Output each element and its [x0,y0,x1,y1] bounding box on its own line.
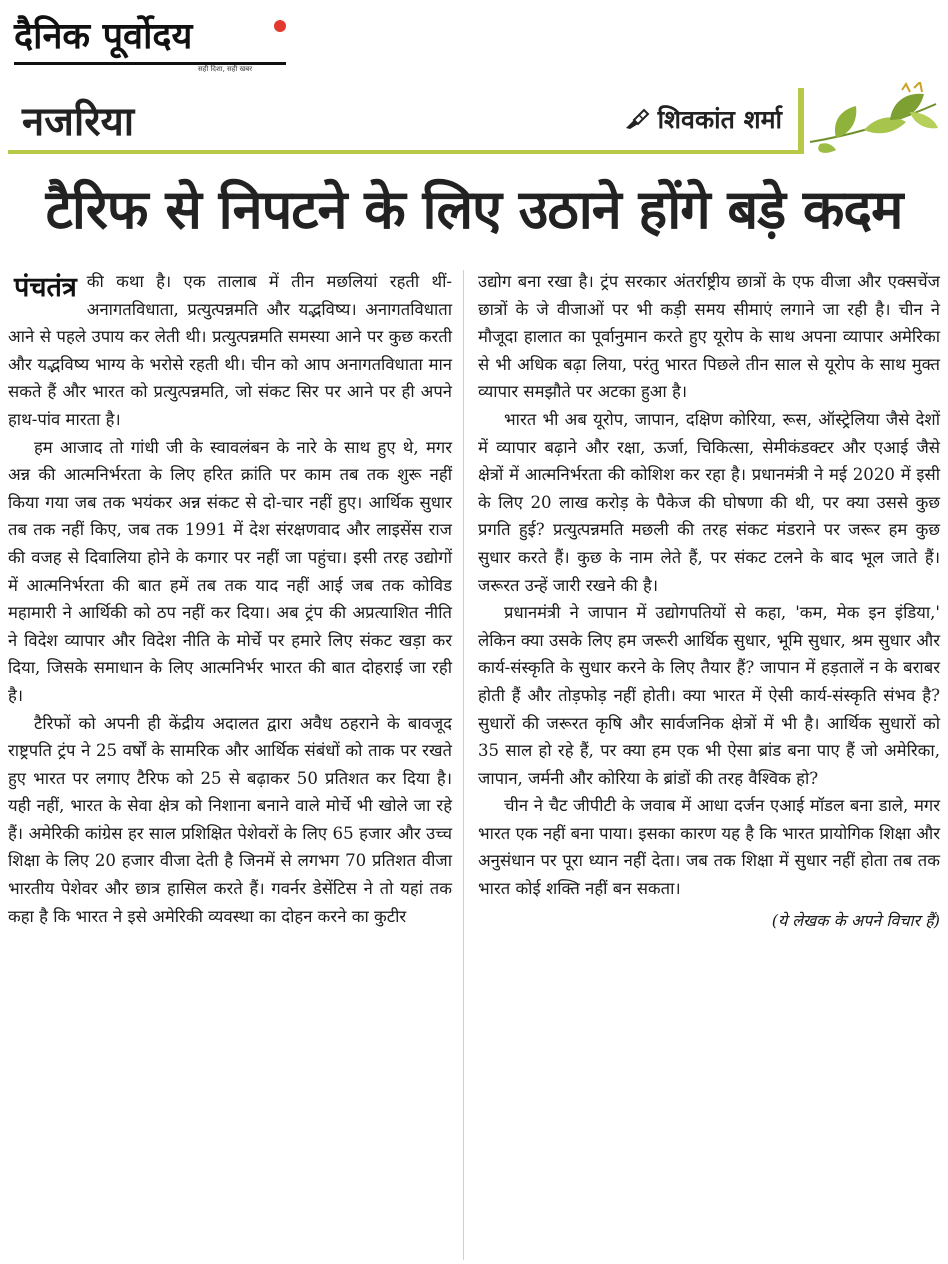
leaf-decoration-icon [806,82,942,158]
article-column-left [8,268,452,930]
paragraph: हम आजाद तो गांधी जी के स्वावलंबन के नारे के साथ हुए थे, मगर अन्न की आत्मनिर्भरता के लिए हरित क्रांति पर काम तब तक शुरू नहीं किया गया जब तक भयंकर अन्न संकट से दो-चार नहीं हुए। आर्थिक सुधार तब तक नहीं किए, जब तक 1991 में देश संरक्षणवाद और लाइसेंस राज की वजह से दिवालिया होने के कगार पर नहीं जा पहुंचा। इसी तरह उद्योगों में आत्मनिर्भरता की बात हमें तब तक याद नहीं आई जब तक कोविड महामारी ने आर्थिकी को ठप नहीं कर दिया। अब ट्रंप की अप्रत्याशित नीति ने विदेश व्यापार और विदेश नीति के मोर्चे पर हमारे लिए संकट खड़ा कर दिया, जिसके समाधान के लिए आत्मनिर्भर भारत की बात दोहराई जा रही है। [8,437,452,705]
paragraph: टैरिफों को अपनी ही केंद्रीय अदालत द्वारा अवैध ठहराने के बावजूद राष्ट्रपति ट्रंप ने 25 वर्षों के सामरिक और आर्थिक संबंधों को ताक पर रखते हुए भारत पर लगाए टैरिफ को 25 से बढ़ाकर 50 प्रतिशत कर दिया है। यही नहीं, भारत के सेवा क्षेत्र को निशाना बनाने वाले मोर्चे भी खोले जा रहे हैं। अमेरिकी कांग्रेस हर साल प्रशिक्षित पेशेवरों के लिए 65 हजार और उच्च शिक्षा के लिए 20 हजार वीजा देती है जिनमें से लगभग 70 प्रतिशत वीजा भारतीय पेशेवर और छात्र हासिल करते हैं। गवर्नर डेसेंटिस ने तो यहां तक कहा है कि भारत ने इसे अमेरिकी व्यवस्था का दोहन करने का कुटीर [8,713,452,926]
paragraph-text: की कथा है। एक तालाब में तीन मछलियां रहती थीं-अनागतविधाता, प्रत्युत्पन्नमति और यद्भविष्य। अनागतविधाता आने से पहले उपाय कर लेती थी। प्रत्युत्पन्नमति समस्या आने पर कुछ करती और यद्भविष्य भाग्य के भरोसे रहती थी। चीन को आप अनागतविधाता मान सकते हैं और भारत को प्रत्युत्पन्नमति, जो संकट सिर पर आने पर ही अपने हाथ-पांव मारता है। [8,272,452,429]
byline [624,102,782,136]
brand-dot-icon [274,20,286,32]
section-divider [798,88,804,154]
tagline: सही दिशा, सही खबर [198,65,253,73]
author-name: शिवकांत शर्मा [657,105,782,134]
headline: टैरिफ से निपटने के लिए उठाने होंगे बड़े कदम [45,178,903,241]
column-separator [463,270,464,1260]
paragraph [8,268,452,434]
paragraph: भारत भी अब यूरोप, जापान, दक्षिण कोरिया, रूस, ऑस्ट्रेलिया जैसे देशों में व्यापार बढ़ाने और रक्षा, ऊर्जा, चिकित्सा, सेमीकंडक्टर और एआई जैसे क्षेत्रों में आत्मनिर्भरता की कोशिश कर रहा है। प्रधानमंत्री ने मई 2020 में इसी के लिए 20 लाख करोड़ के पैकेज की घोषणा की थी, पर क्या उससे कुछ प्रगति हुई? प्रत्युत्पन्नमति मछली की तरह संकट मंडराने पर जरूर हम कुछ सुधार करते हैं। कुछ के नाम लेते हैं, पर संकट टलने के बाद भूल जाते हैं। जरूरत उन्हें जारी रखने की है। [478,409,940,595]
paragraph: प्रधानमंत्री ने जापान में उद्योगपतियों से कहा, 'कम, मेक इन इंडिया,' लेकिन क्या उसके लिए हम जरूरी आर्थिक सुधार, भूमि सुधार, श्रम सुधार और कार्य-संस्कृति के सुधार करने के लिए तैयार हैं? जापान में हड़तालें न के बराबर होती हैं और तोड़फोड़ नहीं होती। क्या भारत में ऐसी कार्य-संस्कृति संभव है? सुधारों की जरूरत कृषि और सार्वजनिक क्षेत्रों में भी है। आर्थिक सुधारों को 35 साल हो रहे हैं, पर क्या हम एक भी ऐसा ब्रांड बना पाए हैं जो अमेरिका, जापान, जर्मनी और कोरिया के ब्रांडों की तरह वैश्विक हो? [478,603,940,788]
section-bar [8,88,798,154]
dropcap-word: पंचतंत्र [14,272,77,303]
article-column-right [478,268,940,934]
author-disclaimer: (ये लेखक के अपने विचार हैं) [771,910,940,930]
masthead [0,0,948,88]
paragraph: चीन ने चैट जीपीटी के जवाब में आधा दर्जन एआई मॉडल बना डाले, मगर भारत एक नहीं बना पाया। इसका कारण यह है कि भारत प्रायोगिक शिक्षा और अनुसंधान पर पूरा ध्यान नहीं देता। जब तक शिक्षा में सुधार नहीं होता तब तक भारत कोई शक्ति नहीं बन सकता। [478,796,940,899]
section-title: नजरिया [22,99,135,145]
brand-logo: दैनिक पूर्वोदय [14,16,193,57]
paragraph: उद्योग बना रखा है। ट्रंप सरकार अंतर्राष्ट्रीय छात्रों के एफ वीजा और एक्सचेंज छात्रों के जे वीजाओं पर भी कड़ी समय सीमाएं लगाने जा रही है। चीन ने मौजूदा हालात का पूर्वानुमान करते हुए यूरोप के साथ अपना व्यापार अमेरिका से भी अधिक बढ़ा लिया, परंतु भारत पिछले तीन साल से यूरोप के साथ मुक्त व्यापार समझौते पर अटका हुआ है। [478,272,940,402]
pen-nib-icon [624,108,650,130]
